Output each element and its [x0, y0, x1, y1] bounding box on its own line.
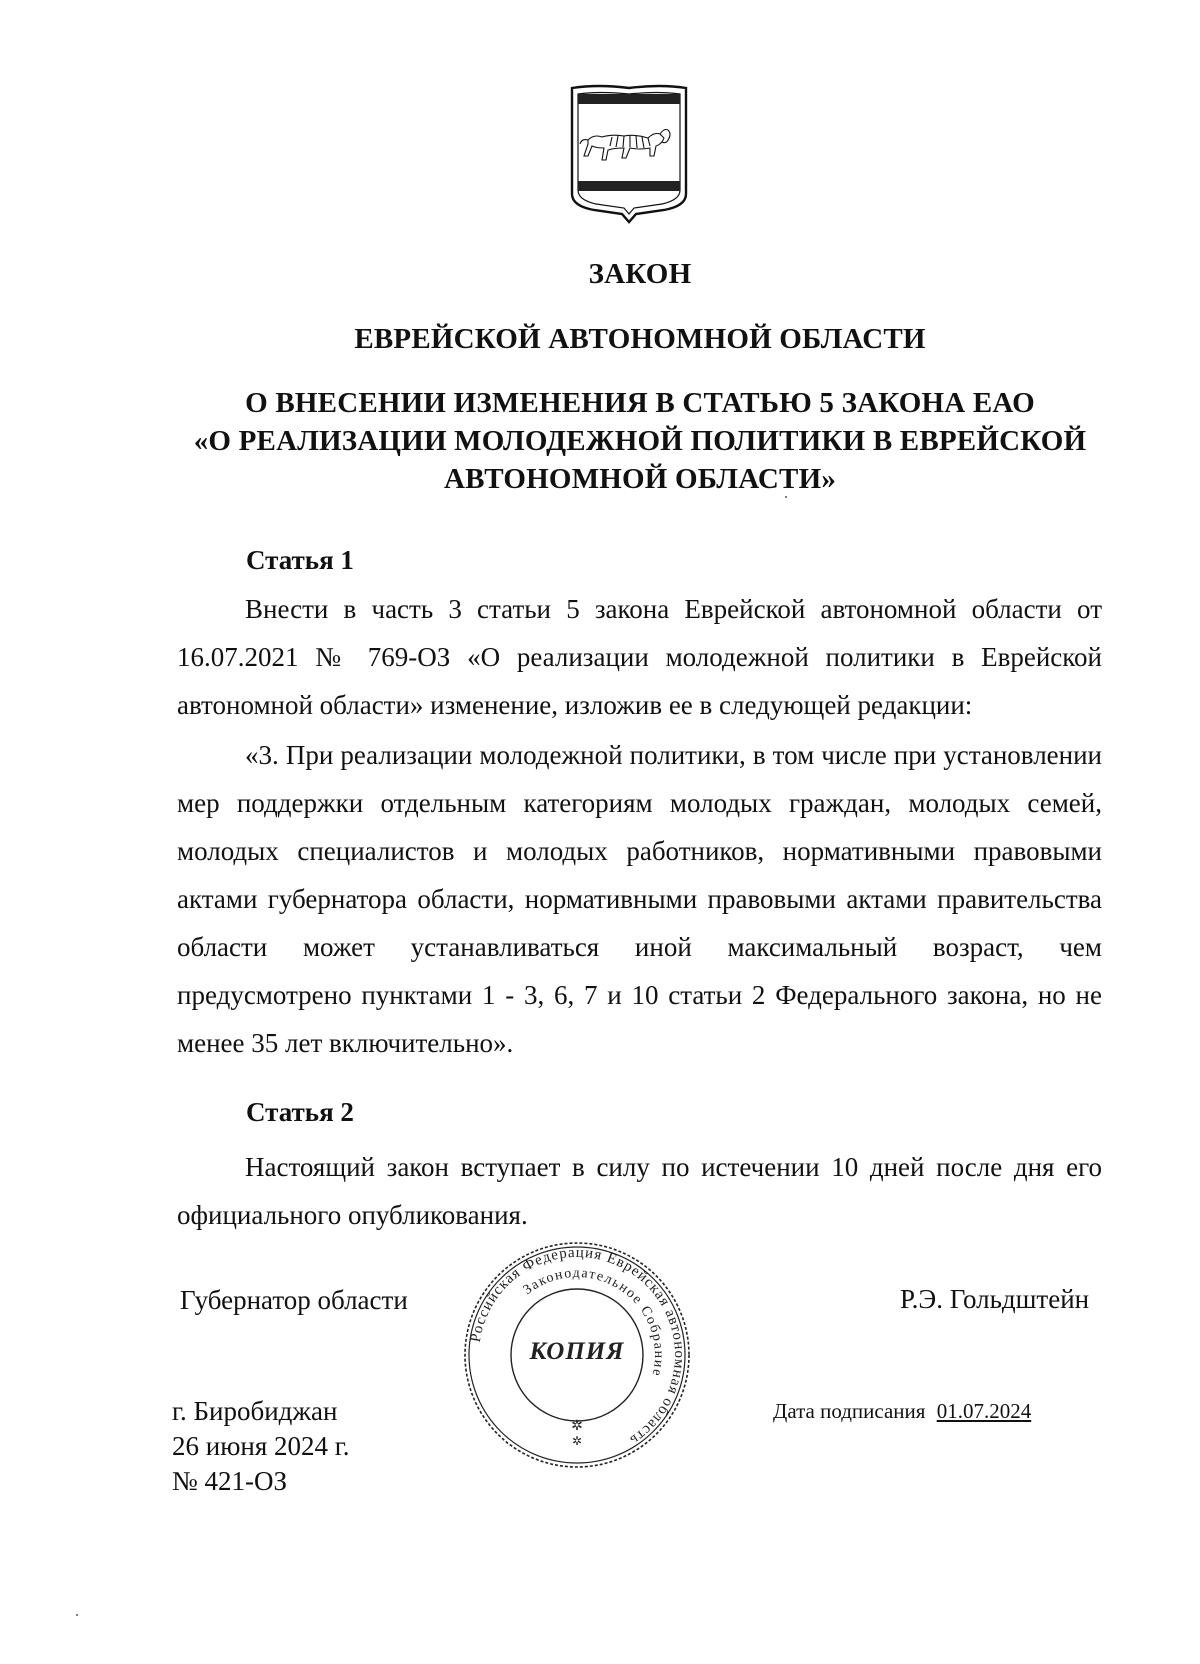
seal-star-icon: ✲	[571, 1419, 583, 1434]
tiger-coat-of-arms-icon	[568, 82, 690, 224]
subject-line: АВТОНОМНОЙ ОБЛАСТИ»	[443, 463, 837, 495]
law-number: № 421-ОЗ	[172, 1466, 288, 1496]
city: г. Биробиджан	[172, 1396, 338, 1426]
subject-line: «О РЕАЛИЗАЦИИ МОЛОДЕЖНОЙ ПОЛИТИКИ В ЕВРЕЙСКОЙ	[193, 425, 1087, 457]
place-and-number	[172, 1394, 350, 1499]
signing-date-value: 01.07.2024	[936, 1399, 1032, 1423]
seal-center-text: КОПИЯ	[529, 1338, 625, 1365]
signatory-name: Р.Э. Гольдштейн	[900, 1284, 1090, 1314]
adoption-date: 26 июня 2024 г.	[172, 1431, 350, 1461]
article-1-heading: Статья 1	[246, 545, 354, 575]
article-2-heading: Статья 2	[246, 1097, 354, 1127]
signatory-position: Губернатор области	[180, 1285, 408, 1315]
region-title: ЕВРЕЙСКОЙ АВТОНОМНОЙ ОБЛАСТИ	[354, 323, 926, 355]
seal-outer-text: Российская Федерация Еврейская автономная область	[467, 1244, 688, 1449]
document-heading: ЗАКОН	[588, 258, 692, 290]
document-subject	[150, 384, 1130, 498]
article-1-paragraph-1: Внести в часть 3 статьи 5 закона Еврейской автономной области от 16.07.2021 № 769-ОЗ «О реализации молодежной политики в Еврейской автономной области» изменение, изложив ее в следующей редакции:	[177, 594, 1102, 720]
scan-speck	[785, 496, 787, 498]
seal-inner-text: Законодательное Собрание	[520, 1265, 667, 1379]
subject-line: О ВНЕСЕНИИ ИЗМЕНЕНИЯ В СТАТЬЮ 5 ЗАКОНА ЕАО	[245, 387, 1035, 419]
seal-star-icon: ✲	[571, 1434, 583, 1448]
article-1-paragraph-2: «3. При реализации молодежной политики, в том числе при установлении мер поддержки отдельным категориям молодых граждан, молодых семей, молодых специалистов и молодых работников, нормативными правовыми актами губернатора области, нормативными правовыми актами правительства области может устанавливаться иной максимальный возраст, чем предусмотрено пунктами 1 - 3, 6, 7 и 10 статьи 2 Федерального закона, но не менее 35 лет включительно».	[177, 740, 1102, 1058]
scan-speck	[76, 1614, 78, 1616]
signing-date-label: Дата подписания	[773, 1399, 926, 1423]
article-2-paragraph: Настоящий закон вступает в силу по истечении 10 дней после дня его официального опубликования.	[177, 1152, 1102, 1230]
signing-date-block	[773, 1397, 1031, 1425]
